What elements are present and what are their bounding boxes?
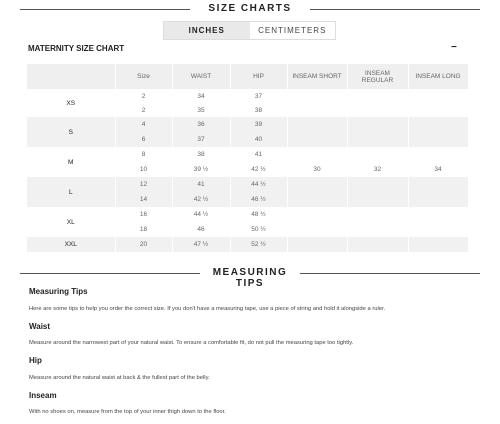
table-cell: 41: [230, 147, 287, 162]
size-label: XL: [27, 207, 115, 237]
table-cell: [287, 89, 347, 103]
table-cell: [287, 177, 347, 192]
table-cell: [347, 237, 408, 252]
table-cell: [287, 117, 347, 132]
minus-icon[interactable]: −: [451, 42, 457, 53]
table-cell: [408, 237, 468, 252]
size-label: L: [27, 177, 115, 207]
table-cell: 20: [115, 237, 172, 252]
column-header-inseam-short: INSEAM SHORT: [287, 64, 347, 89]
table-cell: [408, 103, 468, 117]
table-cell: 46 ½: [230, 192, 287, 207]
size-label: M: [27, 147, 115, 177]
table-cell: [287, 222, 347, 237]
table-cell: 16: [115, 207, 172, 222]
table-cell: 41: [172, 177, 230, 192]
table-cell: 40: [230, 132, 287, 147]
table-cell: 42 ½: [172, 192, 230, 207]
table-row: [27, 147, 468, 162]
table-cell: [408, 132, 468, 147]
table-cell: [347, 103, 408, 117]
table-cell: [408, 222, 468, 237]
size-charts-title: SIZE CHARTS: [190, 3, 310, 14]
section-text-measuring-tips: Here are some tips to help you order the correct size. If you don't have a measuring tape, use a piece of string and hold it alongside a ruler.: [29, 306, 386, 312]
unit-tabs: [163, 21, 336, 40]
table-row: [27, 177, 468, 192]
table-cell: [408, 147, 468, 162]
column-header-inseam-long: INSEAM LONG: [408, 64, 468, 89]
measuring-tips-divider-left: [20, 273, 200, 274]
table-cell: 35: [172, 103, 230, 117]
table-cell: [347, 117, 408, 132]
size-label: XS: [27, 89, 115, 117]
section-text-waist: Measure around the narrowest part of your natural waist. To ensure a comfortable fit, do not pull the measuring tape too tightly.: [29, 340, 354, 346]
table-cell: 44 ½: [230, 177, 287, 192]
measuring-tips-divider-right: [300, 273, 480, 274]
section-heading-waist: Waist: [29, 322, 51, 331]
table-cell: 10: [115, 162, 172, 177]
table-cell: 36: [172, 117, 230, 132]
tab-centimeters[interactable]: CENTIMETERS: [258, 26, 327, 35]
column-header-waist: WAIST: [172, 64, 230, 89]
table-cell: 52 ½: [230, 237, 287, 252]
table-cell: 4: [115, 117, 172, 132]
section-heading-measuring-tips: Measuring Tips: [29, 287, 88, 296]
table-cell: 6: [115, 132, 172, 147]
table-cell: [287, 132, 347, 147]
tab-inches[interactable]: INCHES: [164, 22, 250, 39]
table-cell: [347, 177, 408, 192]
table-cell: 2: [115, 103, 172, 117]
size-label: XXL: [27, 237, 115, 252]
table-cell: 37: [230, 89, 287, 103]
column-header-group: [27, 64, 115, 89]
table-cell: [408, 89, 468, 103]
table-cell: 34: [408, 162, 468, 177]
table-cell: 38: [172, 147, 230, 162]
table-cell: 38: [230, 103, 287, 117]
section-heading-hip: Hip: [29, 356, 42, 365]
table-row: [27, 237, 468, 252]
table-cell: 50 ½: [230, 222, 287, 237]
section-text-inseam: With no shoes on, measure from the top of your inner thigh down to the floor.: [29, 409, 226, 415]
table-cell: [287, 192, 347, 207]
table-cell: [408, 207, 468, 222]
table-cell: 39 ½: [172, 162, 230, 177]
table-cell: 8: [115, 147, 172, 162]
table-cell: 34: [172, 89, 230, 103]
size-label: S: [27, 117, 115, 147]
table-cell: 46: [172, 222, 230, 237]
table-cell: [287, 147, 347, 162]
table-cell: 47 ½: [172, 237, 230, 252]
table-cell: 2: [115, 89, 172, 103]
column-header-inseam-regular: INSEAM REGULAR: [347, 64, 408, 89]
section-text-hip: Measure around the natural waist at back & the fullest part of the belly.: [29, 375, 210, 381]
table-cell: [347, 207, 408, 222]
table-cell: 39: [230, 117, 287, 132]
table-cell: 44 ½: [172, 207, 230, 222]
column-header-hip: HIP: [230, 64, 287, 89]
measuring-tips-title: MEASURING TIPS: [200, 267, 300, 289]
table-cell: [287, 237, 347, 252]
column-header-size: Size: [115, 64, 172, 89]
table-row: [27, 89, 468, 103]
table-cell: [347, 147, 408, 162]
size-charts-divider-right: [310, 9, 480, 10]
section-heading-inseam: Inseam: [29, 391, 57, 400]
table-row: [27, 207, 468, 222]
maternity-size-table: [27, 64, 469, 252]
table-cell: [347, 89, 408, 103]
table-cell: [408, 177, 468, 192]
table-cell: 32: [347, 162, 408, 177]
table-cell: 37: [172, 132, 230, 147]
table-cell: [347, 132, 408, 147]
table-cell: [347, 192, 408, 207]
table-cell: 42 ½: [230, 162, 287, 177]
table-cell: [408, 117, 468, 132]
table-row: [27, 117, 468, 132]
table-cell: 12: [115, 177, 172, 192]
table-cell: 14: [115, 192, 172, 207]
size-charts-divider-left: [20, 9, 190, 10]
table-cell: [287, 207, 347, 222]
table-cell: [287, 103, 347, 117]
table-cell: 18: [115, 222, 172, 237]
table-cell: 48 ½: [230, 207, 287, 222]
table-cell: [408, 192, 468, 207]
maternity-chart-title: MATERNITY SIZE CHART: [28, 44, 125, 53]
table-cell: 30: [287, 162, 347, 177]
table-cell: [347, 222, 408, 237]
